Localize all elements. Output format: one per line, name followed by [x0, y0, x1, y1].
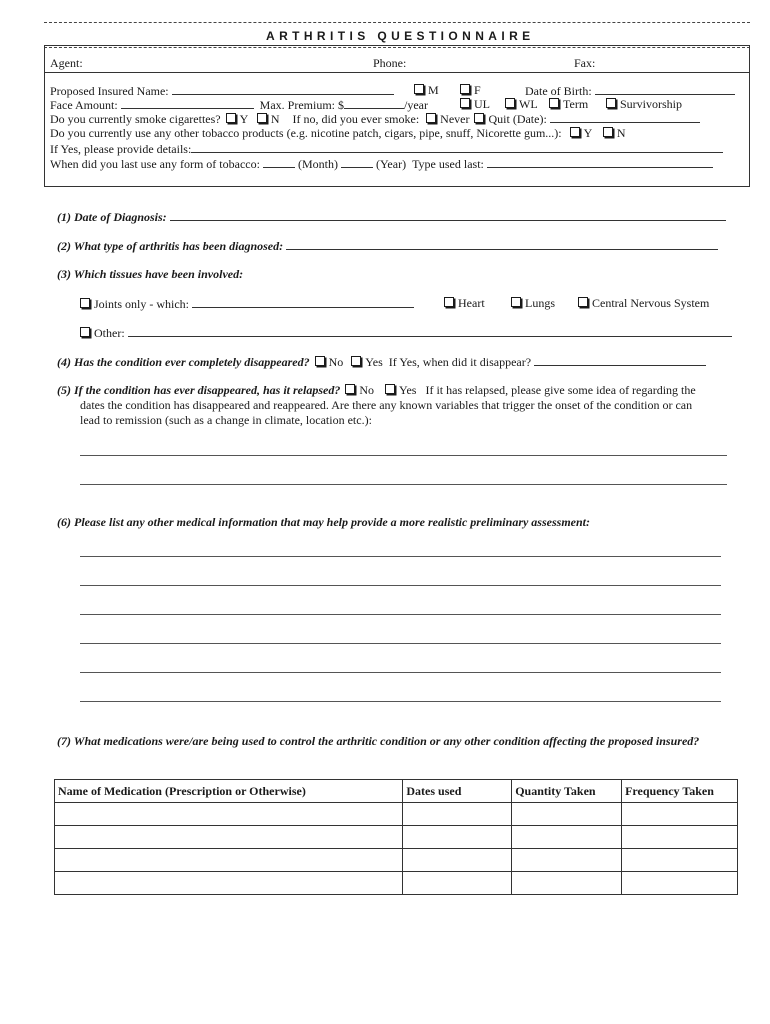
q4-yes-label: Yes [365, 355, 383, 369]
tobacco-row [50, 126, 626, 141]
plan-survivorship-option[interactable] [604, 97, 682, 112]
checkbox-icon[interactable] [603, 127, 613, 137]
table-cell[interactable] [622, 826, 738, 849]
tobacco-no-label: N [616, 126, 626, 140]
table-cell[interactable] [55, 826, 403, 849]
table-cell[interactable] [512, 849, 622, 872]
other-label: Other: [94, 326, 125, 340]
form-title: ARTHRITIS QUESTIONNAIRE [266, 29, 535, 43]
q5-followup: If it has relapsed, please give some idea of regarding the [425, 383, 696, 397]
q4-no-label: No [328, 355, 344, 369]
q5-label: (5) If the condition has ever disappeared, has it relapsed? [57, 383, 341, 397]
table-cell[interactable] [622, 849, 738, 872]
proposed-insured-input[interactable] [172, 83, 394, 95]
q7-label: (7) What medications were/are being used to control the arthritic condition or any other condition affecting the proposed insured? [57, 734, 700, 748]
column-header-frequency: Frequency Taken [622, 780, 738, 803]
diagnosis-date-input[interactable] [170, 209, 726, 221]
q5-answer-line[interactable] [80, 484, 727, 485]
plan-ul-label: UL [474, 97, 490, 111]
face-amount-input[interactable] [121, 97, 254, 109]
table-cell[interactable] [512, 826, 622, 849]
heart-option[interactable] [442, 296, 485, 311]
q5-answer-line[interactable] [80, 455, 727, 456]
lungs-label: Lungs [525, 296, 555, 310]
checkbox-icon[interactable] [385, 384, 395, 394]
arthritis-type-input[interactable] [286, 238, 718, 250]
cns-label: Central Nervous System [592, 296, 710, 310]
phone-label: Phone: [373, 56, 407, 70]
table-cell[interactable] [403, 872, 512, 895]
heart-label: Heart [458, 296, 485, 310]
checkbox-icon[interactable] [426, 113, 436, 123]
q4-followup: If Yes, when did it disappear? [388, 355, 532, 369]
table-cell[interactable] [55, 872, 403, 895]
q3-row [57, 267, 243, 282]
table-row [55, 826, 738, 849]
lungs-option[interactable] [509, 296, 555, 311]
checkbox-icon[interactable] [460, 84, 470, 94]
q4-label: (4) Has the condition ever completely disappeared? [57, 355, 310, 369]
q2-row [57, 238, 718, 254]
details-row [50, 141, 723, 157]
q6-answer-line[interactable] [80, 614, 721, 615]
cns-option[interactable] [576, 296, 709, 311]
other-input[interactable] [128, 325, 732, 337]
q5-no-label: No [359, 383, 374, 397]
sex-f-option[interactable] [458, 83, 481, 98]
checkbox-icon[interactable] [80, 298, 90, 308]
quit-date-input[interactable] [550, 111, 700, 123]
joints-input[interactable] [192, 296, 414, 308]
last-use-label: When did you last use any form of tobacco: [50, 157, 260, 171]
medications-table [54, 779, 738, 895]
q6-label: (6) Please list any other medical information that may help provide a more realistic preliminary assessment: [57, 515, 590, 529]
q6-answer-line[interactable] [80, 585, 721, 586]
tobacco-question: Do you currently use any other tobacco products (e.g. nicotine patch, cigars, pipe, snuff, Nicorette gum...): [50, 126, 562, 140]
checkbox-icon[interactable] [474, 113, 484, 123]
top-rule [44, 22, 750, 23]
agent-label: Agent: [50, 56, 83, 70]
fax-label: Fax: [574, 56, 596, 70]
q6-answer-line[interactable] [80, 643, 721, 644]
agent-row-divider [44, 72, 750, 73]
dob-label: Date of Birth: [525, 84, 592, 98]
year-label: (Year) [375, 157, 407, 171]
q5-row [57, 383, 696, 398]
max-premium-label: Max. Premium: $ [259, 98, 344, 112]
details-input[interactable] [191, 141, 723, 153]
q4-row [57, 354, 706, 370]
column-header-medication: Name of Medication (Prescription or Otherwise) [55, 780, 403, 803]
table-cell[interactable] [403, 849, 512, 872]
table-cell[interactable] [55, 803, 403, 826]
plan-wl-label: WL [519, 97, 538, 111]
checkbox-icon[interactable] [315, 356, 325, 366]
table-cell[interactable] [403, 803, 512, 826]
plan-survivorship-label: Survivorship [620, 97, 683, 111]
disappear-date-input[interactable] [534, 354, 706, 366]
table-row [55, 849, 738, 872]
q6-answer-line[interactable] [80, 701, 721, 702]
joints-label: Joints only - which: [94, 297, 189, 311]
table-cell[interactable] [55, 849, 403, 872]
smoke-row [50, 111, 700, 127]
table-cell[interactable] [622, 803, 738, 826]
column-header-dates: Dates used [403, 780, 512, 803]
q1-label: (1) Date of Diagnosis: [57, 210, 167, 224]
table-cell[interactable] [622, 872, 738, 895]
never-label: Never [440, 112, 470, 126]
checkbox-icon[interactable] [505, 98, 515, 108]
tobacco-yes-label: Y [583, 126, 592, 140]
checkbox-icon[interactable] [351, 356, 361, 366]
q7-row [57, 734, 699, 749]
details-label: If Yes, please provide details: [50, 142, 192, 156]
q5-yes-label: Yes [399, 383, 417, 397]
checkbox-icon[interactable] [257, 113, 267, 123]
year-input[interactable] [341, 156, 373, 168]
month-label: (Month) [297, 157, 338, 171]
checkbox-icon[interactable] [414, 84, 424, 94]
plan-term-label: Term [563, 97, 589, 111]
type-used-label: Type used last: [412, 157, 484, 171]
smoke-no-label: N [270, 112, 280, 126]
table-row [55, 803, 738, 826]
table-cell[interactable] [512, 803, 622, 826]
column-header-quantity: Quantity Taken [512, 780, 622, 803]
plan-ul-option[interactable] [458, 97, 490, 112]
checkbox-icon[interactable] [549, 98, 559, 108]
plan-wl-option[interactable] [503, 97, 538, 112]
joints-option[interactable] [78, 296, 414, 312]
agent-field[interactable] [50, 56, 83, 71]
fax-field[interactable] [574, 56, 595, 71]
dob-input[interactable] [595, 83, 735, 95]
checkbox-icon[interactable] [226, 113, 236, 123]
q6-answer-line[interactable] [80, 556, 721, 557]
table-cell[interactable] [403, 826, 512, 849]
quit-label: Quit (Date): [488, 112, 547, 126]
per-year-label: /year [404, 98, 428, 112]
sex-f-label: F [474, 83, 481, 97]
last-use-row [50, 156, 713, 172]
checkbox-icon[interactable] [80, 327, 90, 337]
ever-smoke-question: If no, did you ever smoke: [292, 112, 420, 126]
q6-answer-line[interactable] [80, 672, 721, 673]
q2-label: (2) What type of arthritis has been diagnosed: [57, 239, 284, 253]
month-input[interactable] [263, 156, 295, 168]
smoke-question: Do you currently smoke cigarettes? [50, 112, 221, 126]
other-option[interactable] [78, 325, 732, 341]
sex-m-option[interactable] [412, 83, 439, 98]
checkbox-icon[interactable] [460, 98, 470, 108]
checkbox-icon[interactable] [511, 297, 521, 307]
plan-term-option[interactable] [547, 97, 588, 112]
q6-row [57, 515, 590, 530]
table-cell[interactable] [512, 872, 622, 895]
smoke-yes-label: Y [239, 112, 248, 126]
max-premium-input[interactable] [344, 97, 404, 109]
table-row [55, 872, 738, 895]
type-used-input[interactable] [487, 156, 713, 168]
checkbox-icon[interactable] [570, 127, 580, 137]
q1-row [57, 209, 726, 225]
proposed-insured-label: Proposed Insured Name: [50, 84, 169, 98]
checkbox-icon[interactable] [444, 297, 454, 307]
q5-line-3: lead to remission (such as a change in climate, location etc.): [80, 413, 372, 427]
table-header-row [55, 780, 738, 803]
checkbox-icon[interactable] [578, 297, 588, 307]
phone-field[interactable] [373, 56, 406, 71]
checkbox-icon[interactable] [345, 384, 355, 394]
q5-line-2: dates the condition has disappeared and reappeared. Are there any known variables that trigger the onset of the condition or can [80, 398, 693, 412]
sex-m-label: M [428, 83, 439, 97]
q3-label: (3) Which tissues have been involved: [57, 267, 244, 281]
checkbox-icon[interactable] [606, 98, 616, 108]
face-amount-label: Face Amount: [50, 98, 118, 112]
